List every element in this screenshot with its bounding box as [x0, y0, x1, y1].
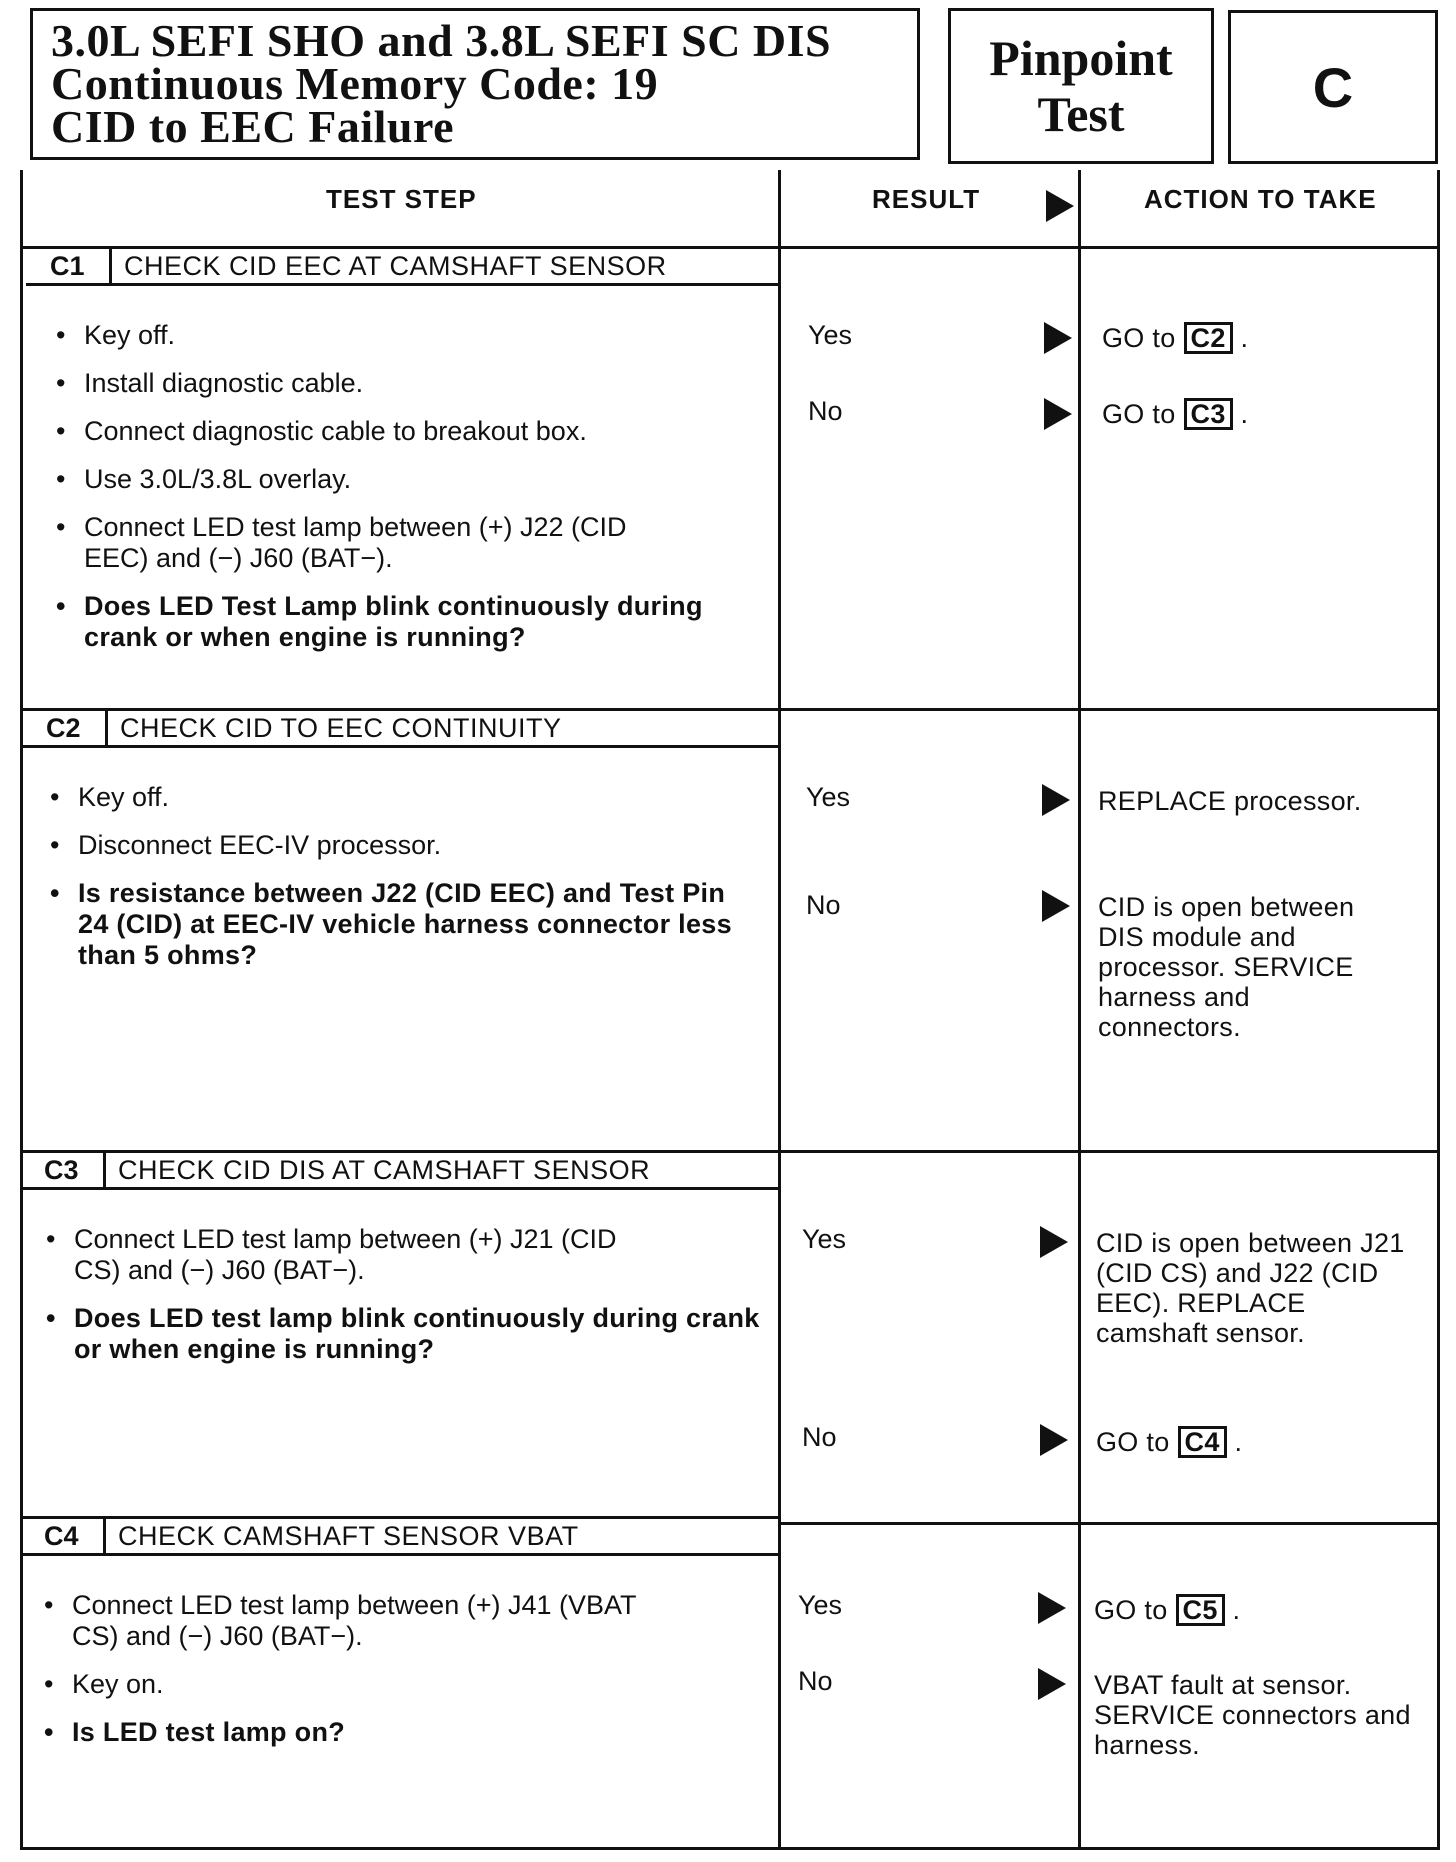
result-arrow-icon — [1038, 1592, 1066, 1624]
title-line-1: 3.0L SEFI SHO and 3.8L SEFI SC DIS — [51, 15, 832, 66]
action-replace-processor: REPLACE processor. — [1098, 786, 1362, 816]
instruction-item: • Disconnect EEC-IV processor. — [50, 830, 750, 861]
action-suffix: . — [1232, 1595, 1241, 1625]
step-question: • Is resistance between J22 (CID EEC) and Test Pin 24 (CID) at EEC-IV vehicle harness connector less than 5 ohms? — [50, 878, 758, 971]
result-yes: Yes — [802, 1224, 847, 1254]
step-c4-instructions — [44, 1590, 744, 1765]
test-label: Test — [1037, 86, 1125, 142]
step-heading-c1 — [26, 246, 778, 286]
instruction-item: • Key on. — [44, 1669, 744, 1700]
action-goto-c2 — [1102, 322, 1248, 354]
step-title: CHECK CID DIS AT CAMSHAFT SENSOR — [118, 1154, 651, 1185]
step-heading-c2 — [22, 708, 778, 748]
step-id: C1 — [26, 249, 112, 283]
step-id: C4 — [20, 1519, 106, 1553]
column-header-action: ACTION TO TAKE — [1144, 184, 1377, 214]
step-title: CHECK CAMSHAFT SENSOR VBAT — [118, 1520, 579, 1551]
goto-step-c5: C5 — [1176, 1594, 1225, 1626]
step-c2-instructions — [50, 782, 750, 988]
row-divider-1 — [778, 708, 1440, 711]
action-text: GO to — [1096, 1427, 1170, 1457]
action-replace-camshaft-sensor: CID is open between J21 (CID CS) and J22 (CID EEC). REPLACE camshaft sensor. — [1096, 1228, 1405, 1348]
instruction-item: • Connect LED test lamp between (+) J41 (VBAT CS) and (−) J60 (BAT−). — [44, 1590, 642, 1652]
action-goto-c4 — [1096, 1426, 1242, 1458]
step-question: • Is LED test lamp on? — [44, 1717, 744, 1748]
action-suffix: . — [1240, 399, 1249, 429]
instruction-item: • Connect LED test lamp between (+) J22 (CID EEC) and (−) J60 (BAT−). — [56, 512, 644, 574]
step-c3-instructions — [46, 1224, 760, 1382]
step-title: CHECK CID EEC AT CAMSHAFT SENSOR — [124, 250, 667, 281]
action-suffix: . — [1240, 323, 1249, 353]
pinpoint-label: Pinpoint — [989, 30, 1173, 86]
step-question: • Does LED Test Lamp blink continuously during crank or when engine is running? — [56, 591, 756, 653]
title-box — [30, 8, 920, 160]
step-id: C3 — [20, 1153, 106, 1187]
instruction-item: • Use 3.0L/3.8L overlay. — [56, 464, 756, 495]
column-header-test-step: TEST STEP — [326, 184, 477, 214]
step-c1-instructions — [56, 320, 756, 670]
instruction-item: • Key off. — [56, 320, 756, 351]
test-letter-box — [1228, 10, 1438, 164]
result-arrow-icon — [1042, 784, 1070, 816]
action-goto-c5 — [1094, 1594, 1240, 1626]
column-divider-action — [1078, 170, 1081, 1850]
row-divider-3 — [778, 1522, 1440, 1525]
title-line-2: Continuous Memory Code: 19 — [51, 58, 659, 109]
step-title: CHECK CID TO EEC CONTINUITY — [120, 712, 562, 743]
result-no: No — [802, 1422, 837, 1452]
goto-step-c3: C3 — [1184, 398, 1233, 430]
action-service-harness: CID is open between DIS module and processor. SERVICE harness and connectors. — [1098, 892, 1355, 1042]
goto-step-c2: C2 — [1184, 322, 1233, 354]
action-text: GO to — [1102, 399, 1176, 429]
goto-step-c4: C4 — [1178, 1426, 1227, 1458]
instruction-item: • Key off. — [50, 782, 750, 813]
instruction-item: • Install diagnostic cable. — [56, 368, 756, 399]
column-divider-result — [778, 170, 781, 1850]
action-suffix: . — [1234, 1427, 1243, 1457]
result-arrow-icon — [1044, 322, 1072, 354]
action-text: GO to — [1102, 323, 1176, 353]
action-text: GO to — [1094, 1595, 1168, 1625]
result-yes: Yes — [808, 320, 853, 350]
instruction-item: • Connect diagnostic cable to breakout box. — [56, 416, 756, 447]
result-no: No — [808, 396, 843, 426]
result-arrow-icon — [1042, 890, 1070, 922]
row-divider-2 — [778, 1150, 1440, 1153]
title-line-3: CID to EEC Failure — [51, 101, 454, 152]
result-yes: Yes — [806, 782, 851, 812]
step-heading-c4 — [20, 1516, 778, 1556]
result-no: No — [806, 890, 841, 920]
pinpoint-test-box — [948, 8, 1214, 164]
result-arrow-icon — [1040, 1424, 1068, 1456]
step-question: • Does LED test lamp blink continuously during crank or when engine is running? — [46, 1303, 774, 1365]
result-yes: Yes — [798, 1590, 843, 1620]
column-header-result: RESULT — [872, 184, 981, 214]
result-arrow-icon — [1040, 1226, 1068, 1258]
instruction-item: • Connect LED test lamp between (+) J21 (CID CS) and (−) J60 (BAT−). — [46, 1224, 644, 1286]
action-vbat-fault: VBAT fault at sensor. SERVICE connectors and harness. — [1094, 1670, 1411, 1760]
result-arrow-icon — [1044, 398, 1072, 430]
result-no: No — [798, 1666, 833, 1696]
result-arrow-icon — [1038, 1668, 1066, 1700]
test-letter: C — [1312, 55, 1354, 119]
action-goto-c3 — [1102, 398, 1248, 430]
header-arrow-icon — [1046, 190, 1074, 222]
step-heading-c3 — [20, 1150, 778, 1190]
step-id: C2 — [22, 711, 108, 745]
